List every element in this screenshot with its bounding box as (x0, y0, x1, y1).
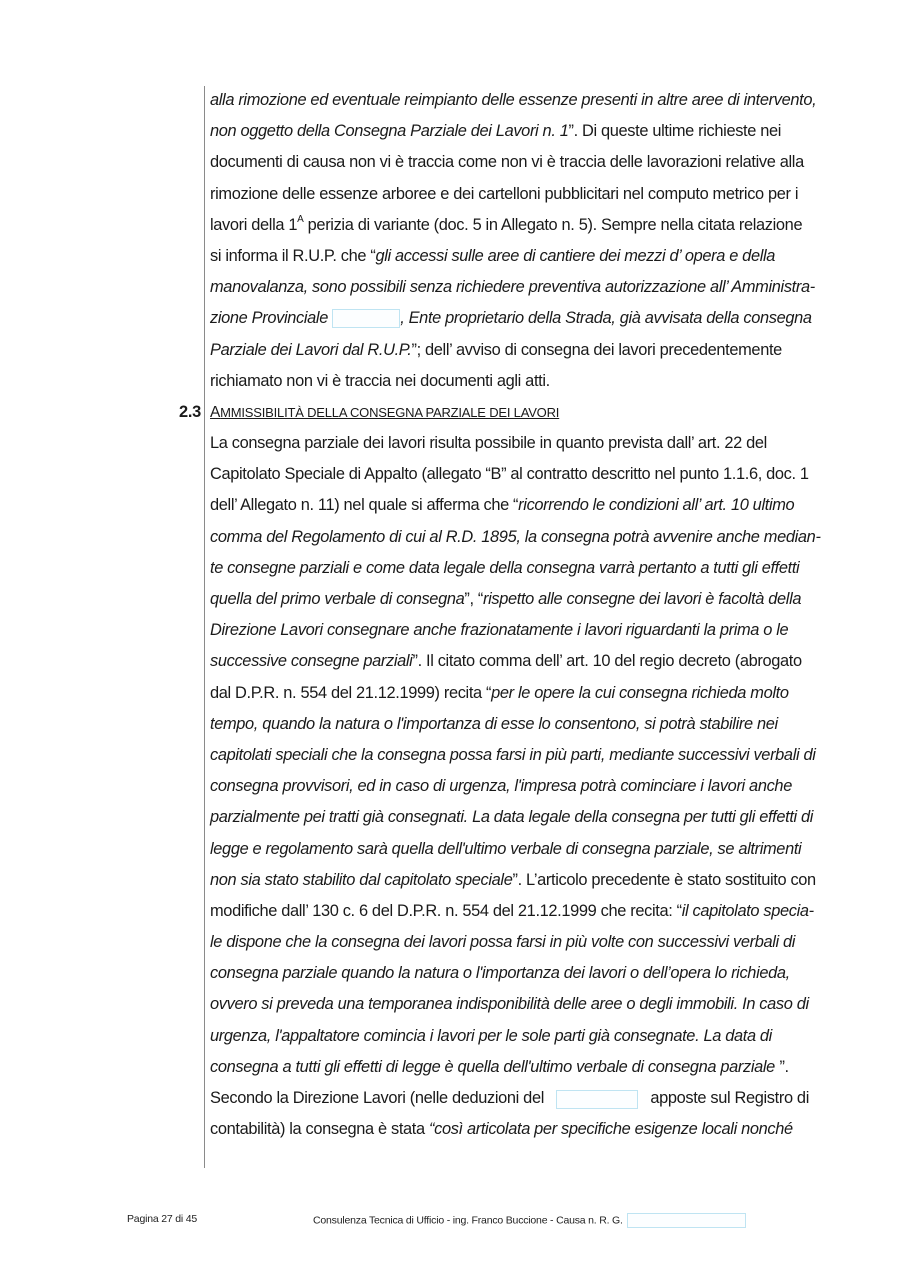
redacted-box (332, 309, 400, 328)
text-line (210, 272, 815, 303)
text-line (210, 490, 809, 521)
text-span: consegna parziale quando la natura o l'importanza dei lavori o dell’opera lo richieda, (210, 964, 790, 983)
text-span: “così articolata per specifiche esigenze locali nonché (428, 1120, 793, 1139)
text-line (210, 896, 814, 927)
text-line (210, 366, 809, 397)
text-line (210, 646, 809, 677)
text-span: ”; dell’ avviso di consegna dei lavori precedentemente (411, 340, 782, 359)
text-span: il capitolato specia- (681, 901, 814, 920)
margin-rule (204, 86, 205, 1168)
text-span: ”, “ (464, 590, 483, 608)
text-line (210, 678, 809, 709)
text-line (210, 147, 809, 178)
text-span: contabilità) la consegna è stata (210, 1120, 429, 1139)
text-span: modifiche dall’ 130 c. 6 del D.P.R. n. 554 del 21.12.1999 che recita: “ (210, 901, 682, 920)
text-line (210, 241, 809, 272)
text-line (210, 958, 809, 989)
text-span: ”. (779, 1057, 789, 1076)
text-span: ”. Di queste ultime richieste nei (568, 122, 782, 141)
redacted-box (556, 1090, 638, 1109)
text-span: comma del Regolamento di cui al R.D. 1895, la consegna potrà avvenire anche median- (210, 527, 821, 546)
text-span: si informa il R.U.P. che “ (210, 246, 376, 265)
section-title (210, 397, 809, 428)
footer-page-number: Pagina 27 di 45 (127, 1213, 197, 1225)
text-span: consegna a tutti gli effetti di legge è quella dell'ultimo verbale di consegna parziale (210, 1057, 775, 1076)
text-span: A (210, 403, 221, 421)
text-span: non oggetto della Consegna Parziale dei Lavori n. 1 (210, 122, 569, 141)
text-line (210, 584, 809, 615)
superscript: A (297, 213, 304, 225)
text-span: urgenza, l'appaltatore comincia i lavori per le sole parti già consegnate. La data di (210, 1026, 772, 1045)
text-span: ovvero si preveda una temporanea indisponibilità delle aree o degli immobili. In caso di (210, 995, 809, 1014)
text-span: La consegna parziale dei lavori risulta possibile in quanto prevista dall’ art. 22 del (210, 434, 767, 453)
redacted-box (627, 1213, 746, 1228)
text-line (210, 1083, 809, 1114)
text-span: le dispone che la consegna dei lavori possa farsi in più volte con successivi verbali di (210, 933, 796, 952)
text-span: dal D.P.R. n. 554 del 21.12.1999) recita “ (210, 683, 492, 702)
text-line (210, 1052, 809, 1083)
text-line (210, 865, 816, 896)
text-span: ”. Il citato comma dell’ art. 10 del regio decreto (abrogato (412, 652, 802, 671)
section-heading (179, 397, 809, 428)
text-line (210, 1114, 809, 1145)
text-span: parzialmente pei tratti già consegnati. La data legale della consegna per tutti gli effetti di (210, 808, 814, 827)
text-span: rimozione delle essenze arboree e dei cartelloni pubblicitari nel computo metrico per i (210, 184, 799, 203)
text-span: successive consegne parziali (210, 652, 413, 671)
text-span: non sia stato stabilito dal capitolato speciale (210, 870, 513, 889)
text-span: quella del primo verbale di consegna (210, 590, 465, 608)
text-span: dell’ Allegato n. 11) nel quale si afferma che “ (210, 496, 519, 515)
text-line (210, 116, 809, 147)
body-text (179, 85, 821, 1145)
text-line (210, 85, 817, 116)
text-span: manovalanza, sono possibili senza richiedere preventiva autorizzazione all’ Amministra- (210, 278, 815, 297)
text-span: lavori della 1 (210, 215, 298, 234)
text-span: alla rimozione ed eventuale reimpianto delle essenze presenti in altre aree di intervento, (210, 91, 817, 109)
text-span: ”. L’articolo precedente è stato sostituito con (512, 870, 816, 889)
text-line (210, 210, 809, 241)
text-span: MMISSIBILITÀ DELLA CONSEGNA PARZIALE DEI LAVORI (220, 404, 560, 420)
text-line (210, 834, 809, 865)
text-line (210, 771, 809, 802)
text-span: Direzione Lavori consegnare anche frazionatamente i lavori riguardanti la prima o le (210, 621, 789, 640)
text-span: consegna provvisori, ed in caso di urgenza, l'impresa potrà cominciare i lavori anche (210, 777, 792, 796)
text-span: , Ente proprietario della Strada, già avvisata della consegna (400, 309, 812, 328)
text-line (210, 740, 816, 771)
text-line (210, 522, 821, 553)
text-span: documenti di causa non vi è traccia come non vi è traccia delle lavorazioni relative alla (210, 153, 804, 172)
text-line (210, 989, 809, 1020)
text-span: ricorrendo le condizioni all’ art. 10 ultimo (518, 496, 795, 515)
text-line (210, 802, 814, 833)
text-span: te consegne parziali e come data legale della consegna varrà pertanto a tutti gli effetti (210, 558, 800, 577)
text-line (210, 335, 809, 366)
text-line (210, 553, 809, 584)
footer-title (313, 1213, 746, 1228)
text-span: gli accessi sulle aree di cantiere dei mezzi d’ opera e della (375, 246, 776, 265)
text-span: apposte sul Registro di (650, 1089, 809, 1107)
text-line (210, 615, 809, 646)
text-span: capitolati speciali che la consegna possa farsi in più parti, mediante successivi verbali di (210, 745, 816, 764)
text-span: zione Provinciale (210, 309, 328, 328)
text-span: richiamato non vi è traccia nei documenti agli atti. (210, 371, 550, 390)
text-line (210, 1021, 809, 1052)
text-line (210, 927, 809, 958)
text-span: Parziale dei Lavori dal R.U.P. (210, 340, 412, 359)
text-span: Capitolato Speciale di Appalto (allegato “B” al contratto descritto nel punto 1.1.6, doc. 1 (210, 465, 809, 484)
text-span: rispetto alle consegne dei lavori è facoltà della (483, 590, 802, 608)
text-line (210, 459, 809, 490)
section-number: 2.3 (179, 402, 201, 421)
text-span: per le opere la cui consegna richieda molto (491, 683, 789, 702)
text-span: Consulenza Tecnica di Ufficio - ing. Franco Buccione - Causa n. R. G. (313, 1214, 623, 1227)
text-line (210, 303, 812, 334)
text-span: Secondo la Direzione Lavori (nelle deduzioni del (210, 1089, 544, 1107)
text-span: tempo, quando la natura o l'importanza di esse lo consentono, si potrà stabilire nei (210, 714, 778, 733)
text-span: perizia di variante (doc. 5 in Allegato n. 5). Sempre nella citata relazione (303, 215, 803, 234)
text-span: legge e regolamento sarà quella dell'ultimo verbale di consegna parziale, se altrimenti (210, 839, 802, 858)
text-line (210, 428, 809, 459)
text-line (210, 709, 809, 740)
text-line (210, 179, 809, 210)
